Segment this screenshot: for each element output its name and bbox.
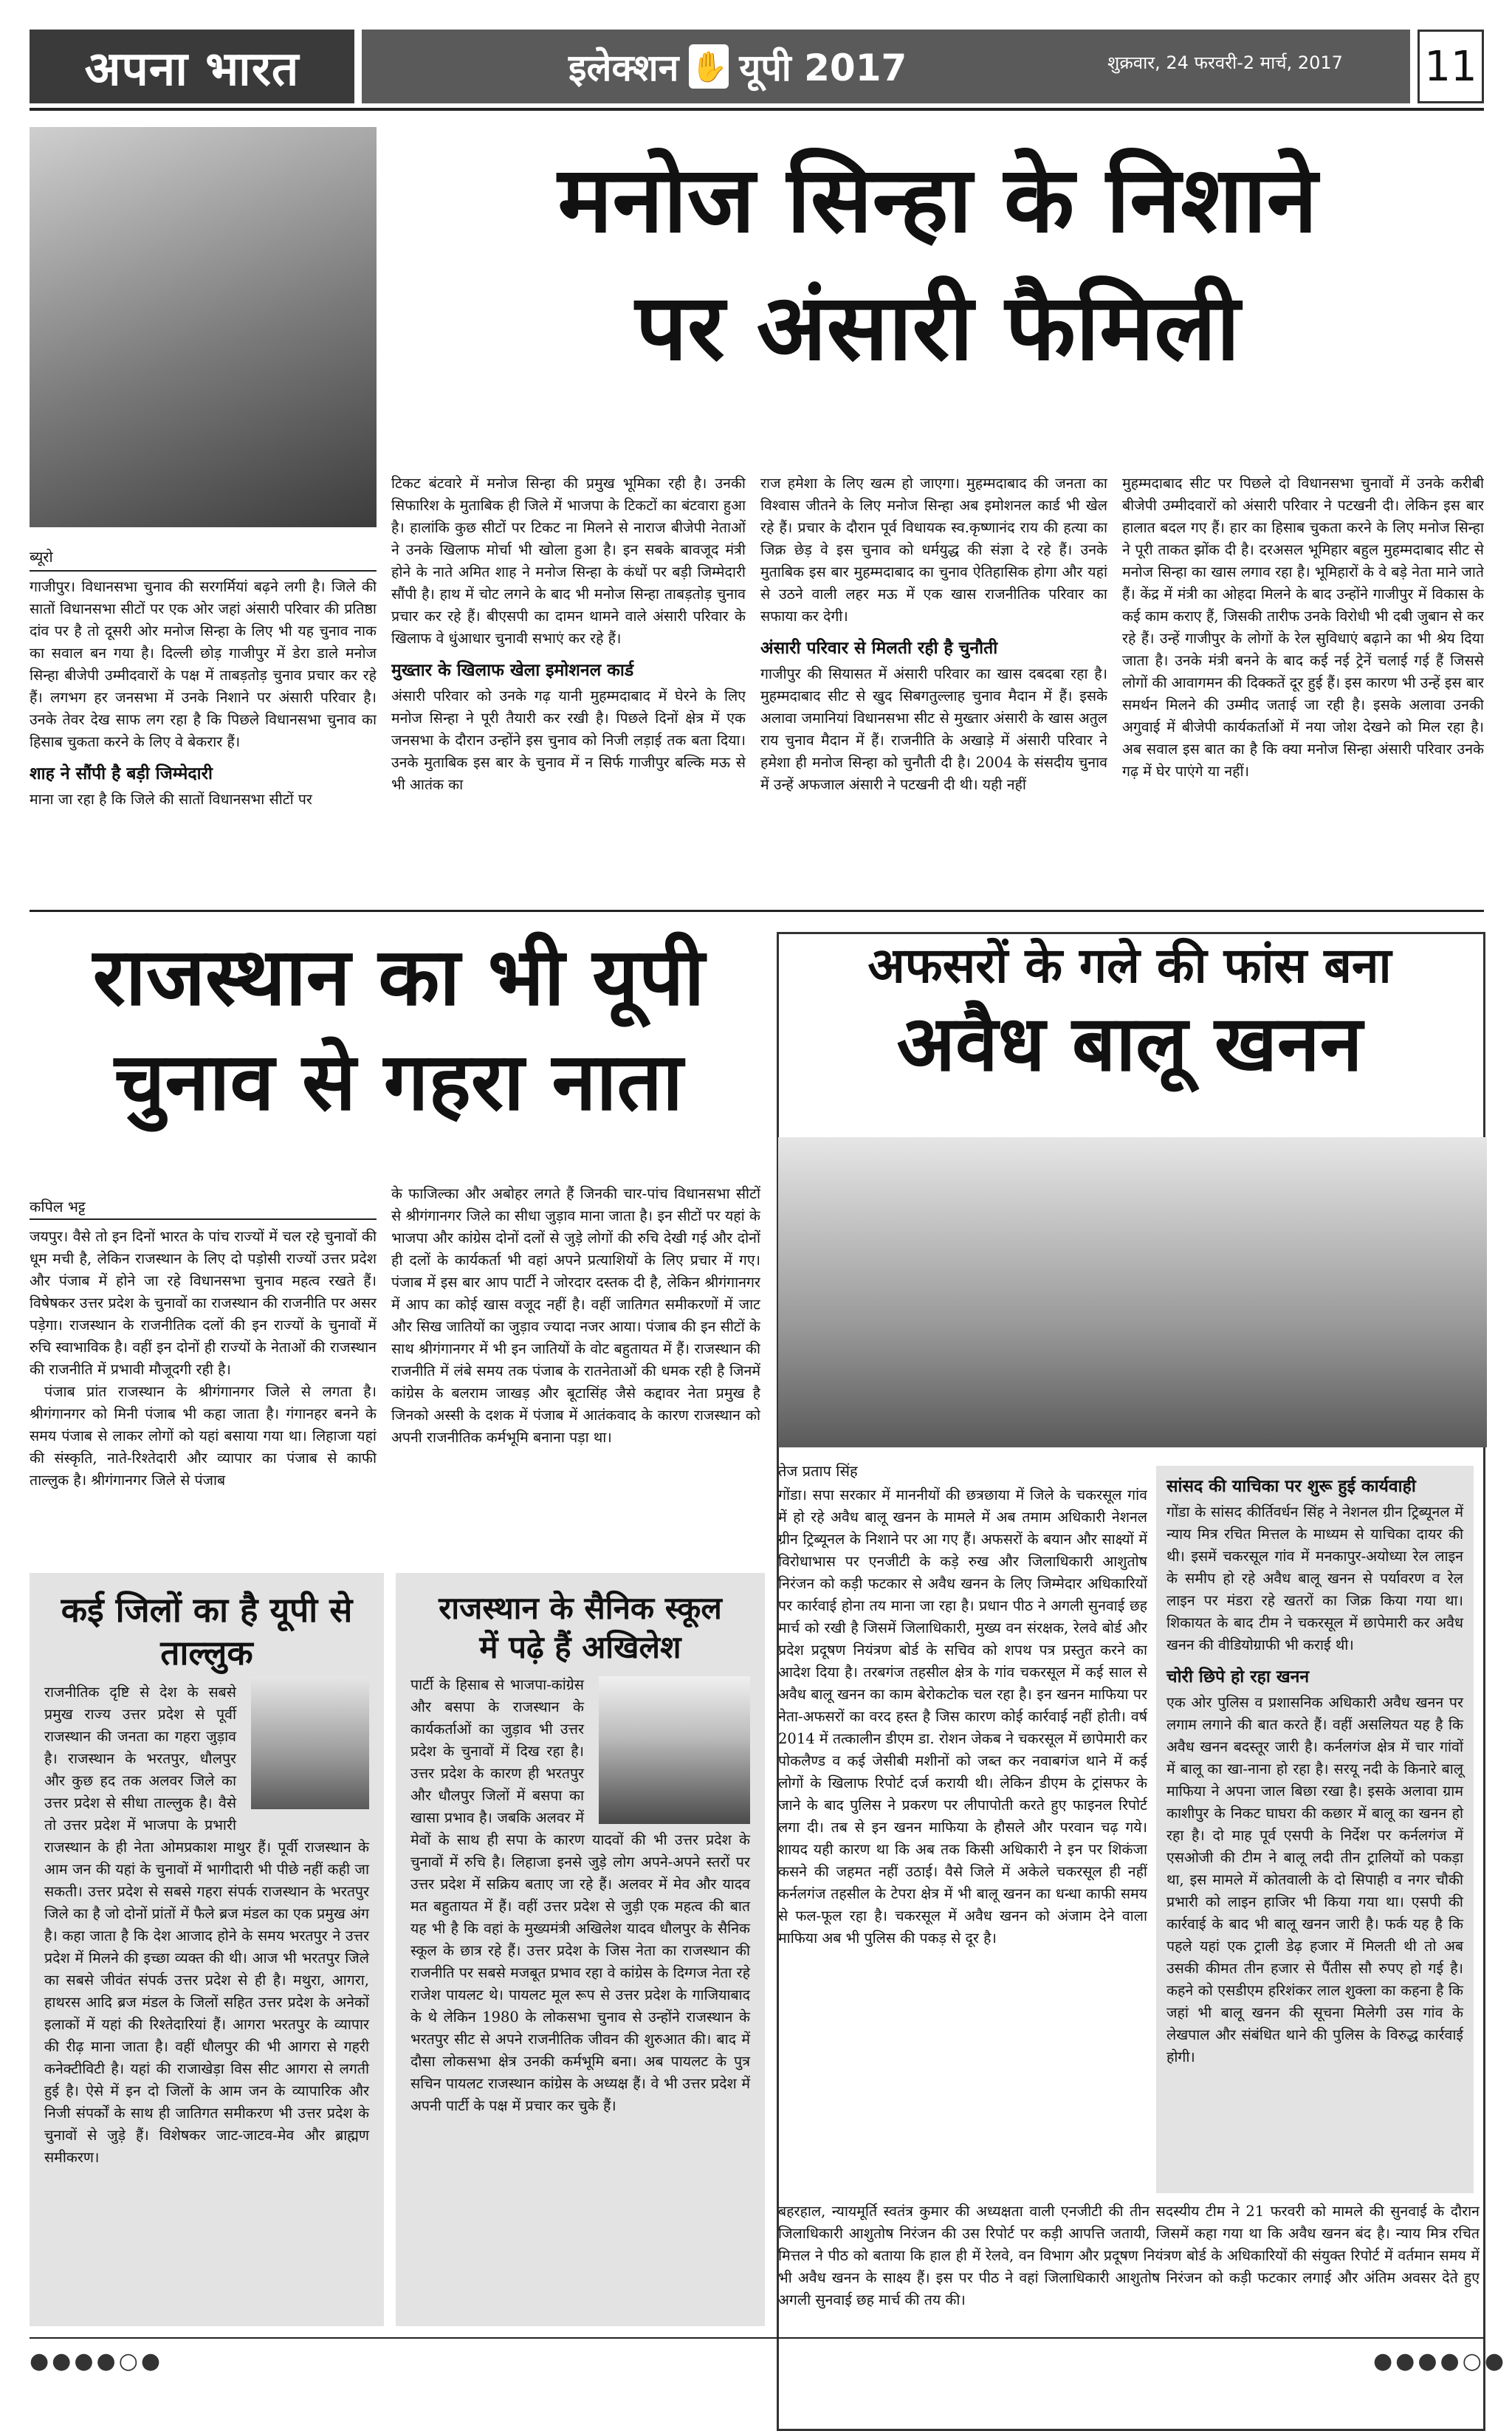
story1-col2-text: टिकट बंटवारे में मनोज सिन्हा की प्रमुख भूमिका रही है। उनकी सिफारिश के मुताबिक ही जिले में भाजपा के टिकटों का बंटवारा हुआ है। हालांकि कुछ सीटों पर टिकट ना मिलने से नाराज बीजेपी नेताओं ने उनके खिलाफ मोर्चा भी खोला हुआ है। इन सबके बावजूद मंत्री होने के नाते अमित शाह ने मनोज सिन्हा के कंधों पर बड़ी जिम्मेदारी सौंपी है। हाथ में चोट लगने के बाद भी मनोज सिन्हा ताबड़तोड़ चुनाव प्रचार कर रहे हैं। बीएसपी का दामन थामने वाले अंसारी परिवार के खिलाफ वे धुंआधार चुनावी सभाएं कर रहे हैं। [391,475,746,647]
story1-column-4 [1122,473,1484,901]
akhilesh-photo [599,1676,750,1824]
sidebar-box-districts [30,1573,384,2326]
story1-col3b-text: गाजीपुर की सियासत में अंसारी परिवार का खास दबदबा रहा है। मुहम्मदाबाद सीट से खुद सिबगतुल्लाह चुनाव मैदान में हैं। इसके अलावा जमानियां विधानसभा सीट से मुख्तार अंसारी के खास अतुल राय चुनाव मैदान में हैं। राजनीति के अखाड़े में अंसारी परिवार ने हमेशा ही मनोज सिन्हा को चुनौती दी है। 2004 के संसदीय चुनाव में उन्हें अफजाल अंसारी ने पटखनी दी थी। यही नहीं [760,665,1107,793]
story1-col4-text: मुहम्मदाबाद सीट पर पिछले दो विधानसभा चुनावों में उनके करीबी बीजेपी उम्मीदवारों को अंसारी परिवार ने पटखनी दी। लेकिन इस बार हालात बदल गए हैं। हार का हिसाब चुकता करने के लिए मनोज सिन्हा ने पूरी ताकत झोंक दी है। दरअसल भूमिहार बहुल मुहम्मदाबाद सीट से मनोज सिन्हा का खास लगाव रहा है। भूमिहारों के वे बड़े नेता माने जाते हैं। केंद्र में मंत्री का ओहदा मिलने के बाद उन्होंने गाजीपुर में विकास के कई काम कराए हैं, जिसकी तारीफ उनके विरोधी भी दबी जुबान से कर रहे हैं। उन्हें गाजीपुर के लोगों के रेल सुविधाएं बढ़ाने का भी श्रेय दिया जाता है। उनके मंत्री बनने के बाद कई नई ट्रेनें चलाई गई हैं जिससे लोगों की आवागमन की दिक्कतें दूर हुई हैं। इस कारण भी उन्हें इस बार समर्थन मिलने की उम्मीद जताई जा रही है। इसके अलावा उनकी अगुवाई में बीजेपी कार्यकर्ताओं में नया जोश देखने को मिल रहा है। अब सवाल इस बात का है कि क्या मनोज सिन्हा अंसारी परिवार उनके गढ़ में घेर पाएंगे या नहीं। [1122,475,1484,780]
manoj-sinha-photo [30,127,377,527]
box1-title-line2: ताल्लुक [160,1632,253,1673]
box1-text: राजनीतिक दृष्टि से देश के सबसे प्रमुख राज्य उत्तर प्रदेश से पूर्वी राजस्थान की जनता का गहरा जुड़ाव है। राजस्थान के भरतपुर, धौलपुर और कुछ हद तक अलवर जिले का उत्तर प्रदेश से सीधा ताल्लुक है। वैसे तो उत्तर प्रदेश में भाजपा के प्रभारी राजस्थान के ही नेता ओमप्रकाश माथुर हैं। पूर्वी राजस्थान के आम जन की यहां के चुनावों में भागीदारी भी पीछे नहीं कही जा सकती। उत्तर प्रदेश से सबसे गहरा संपर्क राजस्थान के भरतपुर जिले का है जो दोनों प्रांतों में फैले ब्रज मंडल का एक प्रमुख अंग है। कहा जाता है कि देश आजाद होने के समय भरतपुर ने उत्तर प्रदेश में मिलने की इच्छा व्यक्त की थी। आज भी भरतपुर जिले का सबसे जीवंत संपर्क उत्तर प्रदेश से ही है। मथुरा, आगरा, हाथरस आदि ब्रज मंडल के जिलों सहित उत्तर प्रदेश के अनेकों इलाकों में यहां की रिश्तेदारियां हैं। आगरा भरतपुर के व्यापार की रीढ़ माना जाता है। वहीं धौलपुर की भी आगरा से गहरी कनेक्टीविटी है। यहां की राजाखेड़ा विस सीट आगरा से लगती हुई है। ऐसे में इन दो जिलों के आम जन के व्यापारिक और निजी संपर्कों के साथ ही जातिगत समीकरण भी उत्तर प्रदेश के चुनावों से जुड़े हैं। विशेषकर जाट-जाटव-मेव और ब्राह्मण समीकरण। [44,1684,369,2166]
story1-headline-line1: मनोज सिन्हा के निशाने [557,147,1318,253]
story1-subhead-3: अंसारी परिवार से मिलती रही है चुनौती [760,639,998,658]
om-mathur-photo [251,1676,369,1809]
box1-title [30,1573,384,1681]
story3-headline [783,938,1477,1088]
story3-col1-text: गोंडा। सपा सरकार में माननीयों की छत्रछाया में जिले के चकरसूल गांव में हो रहे अवैध बालू खनन के मामले में अब तमाम अधिकारी नेशनल ग्रीन ट्रिब्यूनल के निशाने पर आ गए हैं। अफसरों के बयान और साक्ष्यों में विरोधाभास पर एनजीटी के कड़े रुख और जिलाधिकारी आशुतोष निरंजन को कड़ी फटकार से अवैध खनन के लिए जिम्मेदार अधिकारियों पर कार्रवाई होना तय माना जा रहा है। प्रधान पीठ ने अगली सुनवाई छह मार्च को रखी है जिसमें जिलाधिकारी, मुख्य वन संरक्षक, रेलवे बोर्ड और प्रदेश प्रदूषण नियंत्रण बोर्ड के सचिव को शपथ पत्र प्रस्तुत करने का आदेश दिया है। तरबगंज तहसील क्षेत्र के गांव चकरसूल में कई साल से अवैध बालू खनन का काम बेरोकटोक चल रहा है। इन खनन माफिया पर नेता-अफसरों का वरद हस्त है जिस कारण कोई कार्रवाई नहीं होती। वर्ष 2014 में तत्कालीन डीएम डा. रोशन जेकब ने चकरसूल में छापेमारी कर पोकलैण्ड व कई जेसीबी मशीनों को जब्त कर नवाबगंज थाने में कई लोगों के खिलाफ रिपोर्ट दर्ज करायी थी। लेकिन डीएम के ट्रांसफर के जाने के बाद पुलिस ने प्रकरण पर लीपापोती करते हुए फाइनल रिपोर्ट लगा दी। तब से इन खनन माफिया के हौसले और परवान चढ़ गये। शायद यही कारण था कि अब तक किसी अधिकारी ने इन पर शिकंजा कसने की जहमत नहीं उठाई। वैसे जिले में अकेले चकरसूल ही नहीं कर्नलगंज तहसील के टेपरा क्षेत्र में भी बालू खनन का धन्धा काफी समय से फल-फूल रहा है। चकरसूल में अवैध खनन को अंजाम देने वाला माफिया अब भी पुलिस की पकड़ से दूर है। [778,1487,1147,1947]
story3-photo-credit: तेज प्रताप सिंह [778,1462,858,1480]
footer-dots-right: ●●●●○● [1373,2348,1508,2374]
box2-text: पार्टी के हिसाब से भाजपा-कांग्रेस और बसपा के राजस्थान के कार्यकर्ताओं का जुड़ाव भी उत्तर प्रदेश के चुनावों में दिख रहा है। उत्तर प्रदेश के कारण ही भरतपुर और धौलपुर जिलों में बसपा का खासा प्रभाव है। जबकि अलवर में मेवों के साथ ही सपा के कारण यादवों की भी उत्तर प्रदेश के चुनावों में रुचि है। लिहाजा इनसे जुड़े लोग अपने-अपने स्तरों पर उत्तर प्रदेश में सक्रिय बताए जा रहे हैं। अलवर में मेव और यादव मत बहुतायत में हैं। वहीं उत्तर प्रदेश से जुड़ी एक महत्व की बात यह भी है कि वहां के मुख्यमंत्री अखिलेश यादव धौलपुर के सैनिक स्कूल के छात्र रहे हैं। उत्तर प्रदेश के जिस नेता का राजस्थान की राजनीति पर सबसे मजबूत प्रभाव रहा वे कांग्रेस के दिग्गज नेता रहे राजेश पायलट थे। पायलट मूल रूप से उत्तर प्रदेश के गाजियाबाद के थे लेकिन 1980 के लोकसभा चुनाव से उन्होंने राजस्थान के भरतपुर सीट से अपने राजनीतिक जीवन की शुरुआत की। बाद में दौसा लोकसभा क्षेत्र उनकी कर्मभूमि बना। अब पायलट के पुत्र सचिन पायलट राजस्थान कांग्रेस के अध्यक्ष हैं। वे भी उत्तर प्रदेश में अपनी पार्टी के पक्ष में प्रचार कर चुके हैं। [410,1676,750,2114]
story2-headline [30,932,768,1128]
story3-column-2 [1156,1466,1474,2193]
story1-column-3 [760,473,1107,901]
story2-column-1 [30,1226,377,1551]
story1-byline: ब्यूरो [30,548,53,566]
story1-col3-text: राज हमेशा के लिए खत्म हो जाएगा। मुहम्मदाबाद की जनता का विश्वास जीतने के लिए मनोज सिन्हा अब इमोशनल कार्ड भी खेल रहे हैं। प्रचार के दौरान पूर्व विधायक स्व.कृष्णानंद राय की हत्या का जिक्र छेड़ वे इस चुनाव को धर्मयुद्ध की संज्ञा दे रहे हैं। उनके मुताबिक इस बार मुहम्मदाबाद का चुनाव ऐतिहासिक होगा और यहां से उठने वाली लहर मऊ में एक खास राजनीतिक परिवार का सफाया कर देगी। [760,475,1107,625]
story3-headline-line1: अफसरों के गले की फांस बना [867,937,1392,994]
story2-column-2 [391,1183,760,1552]
issue-date: शुक्रवार, 24 फरवरी-2 मार्च, 2017 [1107,52,1343,73]
story1-col1b-text: माना जा रहा है कि जिले की सातों विधानसभा सीटों पर [30,791,312,808]
header-rule [30,108,1484,111]
publication-logo: अपना भारत [30,30,354,103]
story3-column-1 [778,1484,1147,2193]
footer-rule [30,2337,1484,2339]
page-number: 11 [1418,30,1484,103]
story3-footer-text: बहरहाल, न्यायमूर्ति स्वतंत्र कुमार की अध्यक्षता वाली एनजीटी की तीन सदस्यीय टीम ने 21 फरवरी को मामले की सुनवाई के दौरान जिलाधिकारी आशुतोष निरंजन की उस रिपोर्ट पर कड़ी आपत्ति जतायी, जिसमें कहा गया था कि अवैध खनन बंद है। न्याय मित्र रचित मित्तल ने पीठ को बताया कि हाल ही में रेलवे, वन विभाग और प्रदूषण नियंत्रण बोर्ड के अधिकारियों की संयुक्त रिपोर्ट में वर्तमान समय में भी अवैध खनन के साक्ष्य हैं। इस पर पीठ ने वहां जिलाधिकारी आशुतोष निरंजन को कड़ी फटकार लगाई और अंतिम अवसर देते हुए अगली सुनवाई छह मार्च की तय की। [778,2203,1480,2308]
box2-title-line2: में पढ़े हैं अखिलेश [479,1628,681,1665]
byline-rule [30,570,377,572]
story1-col1-text: गाजीपुर। विधानसभा चुनाव की सरगर्मियां बढ़ने लगी है। जिले की सातों विधानसभा सीटों पर एक ओर जहां अंसारी परिवार की प्रतिष्ठा दांव पर है तो दूसरी ओर मनोज सिन्हा के लिए भी यह चुनाव नाक का सवाल बन गया है। दिल्ली छोड़ गाजीपुर में डेरा डाले मनोज सिन्हा बीजेपी उम्मीदवारों के पक्ष में ताबड़तोड़ चुनाव प्रचार कर रहे हैं। लगभग हर जनसभा में उनके निशाने पर अंसारी परिवार है। उनके तेवर देख साफ लग रहा है कि पिछले विधानसभा चुनाव का हिसाब चुकता करने के लिए वे बेकरार हैं। [30,578,377,750]
story1-subhead-1: शाह ने सौंपी है बड़ी जिम्मेदारी [30,764,213,784]
section-rule [30,910,1484,912]
story1-subhead-2: मुख्तार के खिलाफ खेला इमोशनल कार्ड [391,661,634,680]
story3-footer-paragraph [778,2201,1480,2319]
section-title-left: इलेक्शन [568,47,679,89]
story1-column-1 [30,576,377,901]
section-title-right: यूपी 2017 [739,47,907,89]
story2-byline-rule [30,1218,377,1220]
footer-dots-left: ●●●●○● [30,2348,164,2374]
sidebar-box-akhilesh [396,1573,765,2326]
story1-col2b-text: अंसारी परिवार को उनके गढ़ यानी मुहम्मदाबाद में घेरने के लिए मनोज सिन्हा ने पूरी तैयारी कर रखी है। पिछले दिनों क्षेत्र में एक जनसभा के दौरान उन्होंने इस चुनाव को निजी लड़ाई तक बता दिया। उनके मुताबिक इस बार के चुनाव में न सिर्फ गाजीपुर बल्कि मऊ से भी आतंक का [391,688,746,793]
story3-headline-line2: अवैध बालू खनन [896,998,1363,1088]
story2-col1-text: जयपुर। वैसे तो इन दिनों भारत के पांच राज्यों में चल रहे चुनावों की धूम मची है, लेकिन राजस्थान के लिए दो पड़ोसी राज्यों उत्तर प्रदेश और पंजाब में होने जा रहे विधानसभा चुनाव महत्व रखते हैं। विषेषकर उत्तर प्रदेश के चुनावों का राजस्थान की राजनीति पर असर पड़ेगा। राजस्थान के राजनीतिक दलों की इन राज्यों के चुनावों में रुचि स्वाभाविक है। वहीं इन दोनों ही राज्यों के नेताओं की राजस्थान की राजनीति में प्रभावी मौजूदगी रही है। [30,1228,377,1378]
story1-column-2 [391,473,746,901]
box2-title-line1: राजस्थान के सैनिक स्कूल [439,1590,722,1626]
box2-title [396,1573,765,1674]
story2-headline-line2: चुनाव से गहरा नाता [114,1036,684,1129]
story3-subhead-1: सांसद की याचिका पर शुरू हुई कार्यवाही [1166,1477,1416,1496]
story1-headline-line2: पर अंसारी फैमिली [635,274,1240,381]
story3-col2-text: गोंडा के सांसद कीर्तिवर्धन सिंह ने नेशनल ग्रीन ट्रिब्यूनल में न्याय मित्र रचित मित्तल के माध्यम से याचिका दायर की थी। इसमें चकरसूल गांव में मनकापुर-अयोध्या रेल लाइन के समीप हो रहे अवैध बालू खनन से पर्यावरण व रेल लाइन पर मंडरा रहे खतरों का जिक्र किया गया था। शिकायत के बाद टीम ने चकरसूल में छापेमारी कर अवैध खनन की वीडियोग्राफी भी कराई थी। [1166,1503,1463,1653]
story2-headline-line1: राजस्थान का भी यूपी [92,931,705,1024]
story3-col2b-text: एक ओर पुलिस व प्रशासनिक अधिकारी अवैध खनन पर लगाम लगाने की बात करते हैं। वहीं असलियत यह है कि अवैध खनन बदस्तूर जारी है। कर्नलगंज क्षेत्र में चार गांवों में बालू का खा-नाना हो रहा है। सरयू नदी के किनारे बालू माफिया ने अपना जाल बिछा रखा है। इसके अलावा ग्राम काशीपुर के निकट घाघरा की कछार में बालू का खनन हो रहा है। दो माह पूर्व एसपी के निर्देश पर कर्नलगंज में एसओजी की टीम ने बालू लदी तीन ट्रालियों को पकड़ा था, इस मामले में कोतवाली के दो सिपाही व नगर चौकी प्रभारी को लाइन हाजिर भी किया गया था। एसपी की कार्रवाई के बाद भी बालू खनन जारी है। फर्क यह है कि पहले यहां एक ट्राली डेढ़ हजार में मिलती थी तो अब उसकी कीमत तीन हजार से पैंतीस सौ रुपए हो गई है। कहने को एसडीएम हरिशंकर लाल शुक्ला का कहना है कि जहां भी बालू खनन की सूचना मिलेगी उस गांव के लेखपाल और संबंधित थाने की पुलिस के विरुद्ध कार्रवाई होगी। [1166,1694,1463,2065]
box1-title-line1: कई जिलों का है यूपी से [61,1590,353,1630]
story2-col1b-text: पंजाब प्रांत राजस्थान के श्रीगंगानगर जिले से लगता है। श्रीगंगानगर को मिनी पंजाब भी कहा जाता है। गंगानहर बनने के समय पंजाब से लाकर लोगों को यहां बसाया गया था। लिहाजा यहां की संस्कृति, नाते-रिश्तेदारी और व्यापार का पंजाब से काफी ताल्लुक है। श्रीगंगानगर जिले से पंजाब [30,1383,377,1489]
section-title [568,37,907,96]
story2-col2-text: के फाजिल्का और अबोहर लगते हैं जिनकी चार-पांच विधानसभा सीटों से श्रीगंगानगर जिले का सीधा जुड़ाव माना जाता है। इन सीटों पर यहां के भाजपा और कांग्रेस दोनों दलों से जुड़े लोगों की रुचि देखी गई और दोनों ही दलों के कार्यकर्ता भी वहां अपने प्रत्याशियों के लिए प्रचार में गए। पंजाब में इस बार आप पार्टी ने जोरदार दस्तक दी है, लेकिन श्रीगंगानगर में आप का कोई खास वजूद नहीं है। वहीं जातिगत समीकरणों में जाट और सिख जातियों का जुड़ाव ज्यादा नजर आया। पंजाब की इन सीटों के साथ श्रीगंगानगर में भी इन जातियों के वोट बहुतायत में हैं। राजस्थान की राजनीति में लंबे समय तक पंजाब के रातनेताओं की धमक रही है जिनमें कांग्रेस के बलराम जाखड़ और बूटासिंह जैसे कद्दावर नेता प्रमुख है जिनको अस्सी के दशक में पंजाब में आतंकवाद के कारण राजस्थान को अपनी राजनीतिक कर्मभूमि बनाना पड़ा था। [391,1185,760,1446]
ballot-hand-icon: ✋ [689,44,729,89]
sand-mining-photo [778,1137,1487,1447]
story3-subhead-2: चोरी छिपे हो रहा खनन [1166,1667,1310,1687]
story1-headline [391,148,1484,380]
story2-byline: कपिल भट्ट [30,1198,86,1216]
